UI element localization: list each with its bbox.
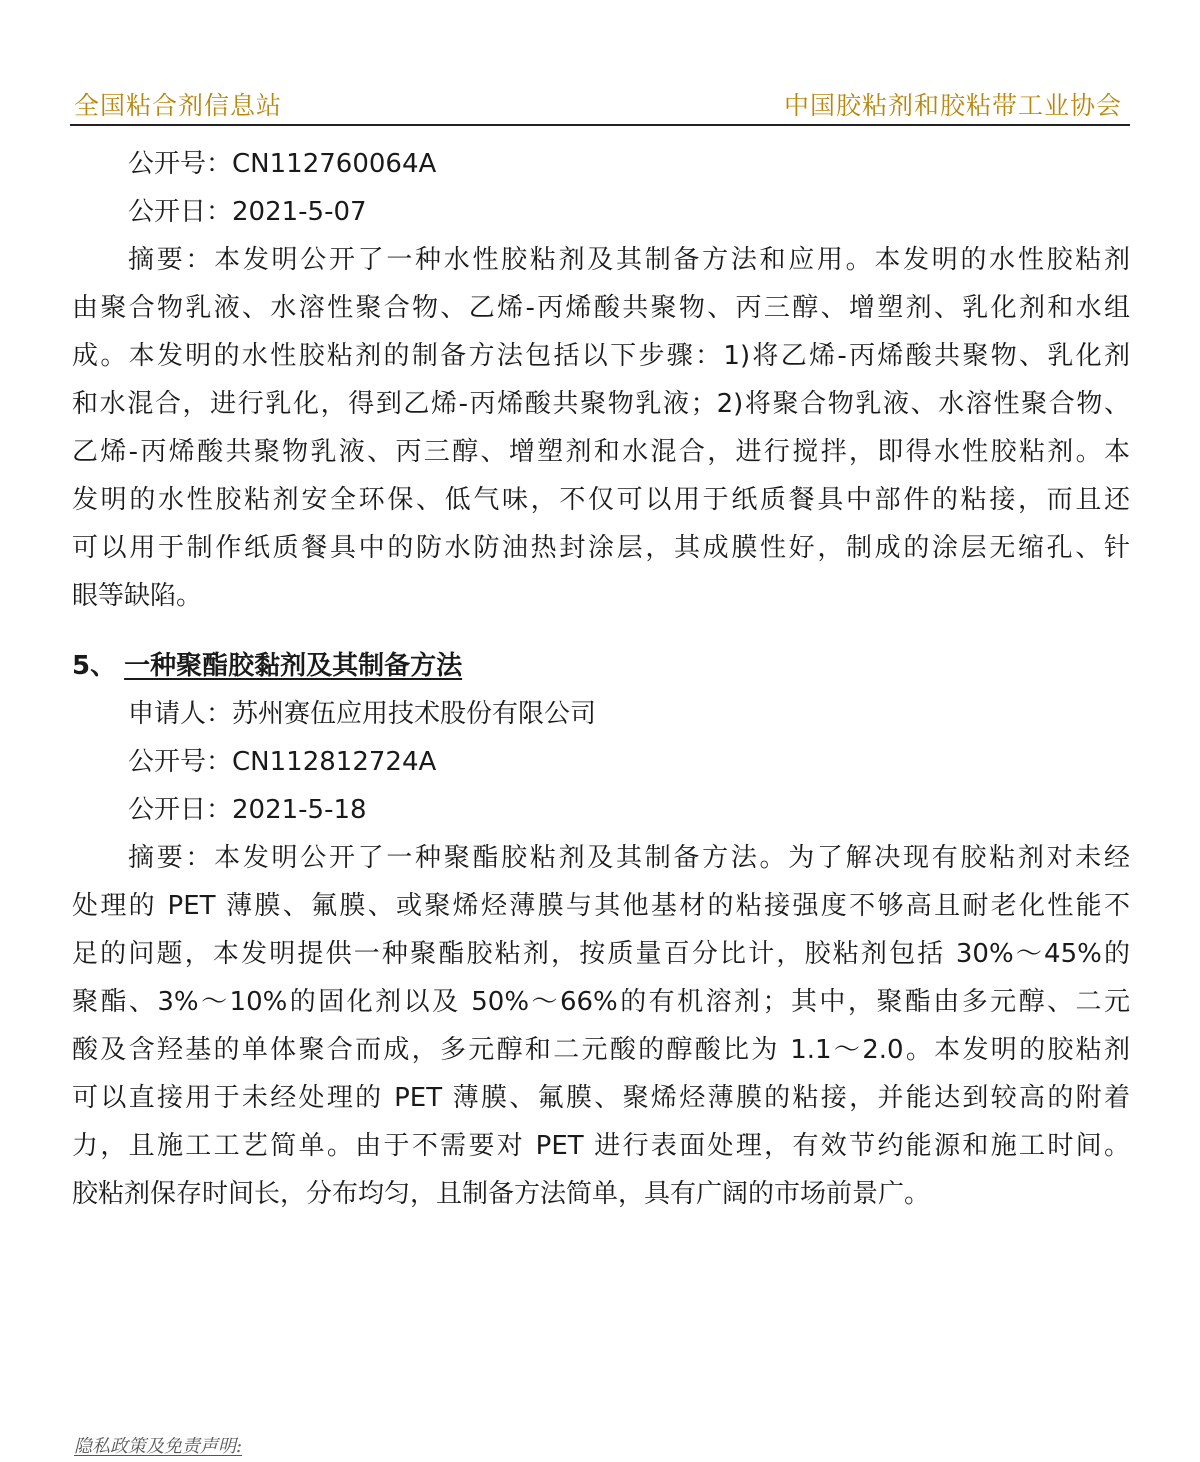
patent5-pub-date: 公开日：2021-5-18 <box>128 795 367 825</box>
patent5-title: 一种聚酯胶黏剂及其制备方法 <box>124 651 463 681</box>
privacy-disclaimer-link[interactable]: 隐私政策及免责声明: <box>74 1436 243 1457</box>
abstract-line: 发明的水性胶粘剂安全环保、低气味，不仅可以用于纸质餐具中部件的粘接，而且还 <box>72 485 1130 515</box>
abstract-line: 处理的 PET 薄膜、氟膜、或聚烯烃薄膜与其他基材的粘接强度不够高且耐老化性能不 <box>72 891 1130 921</box>
document-body <box>72 140 1130 1218</box>
patent5-heading <box>72 642 1130 690</box>
abstract-line: 可以直接用于未经处理的 PET 薄膜、氟膜、聚烯烃薄膜的粘接，并能达到较高的附着 <box>72 1083 1130 1113</box>
abstract-line: 可以用于制作纸质餐具中的防水防油热封涂层，其成膜性好，制成的涂层无缩孔、针 <box>72 533 1130 563</box>
abstract-line: 成。本发明的水性胶粘剂的制备方法包括以下步骤：1)将乙烯-丙烯酸共聚物、乳化剂 <box>72 341 1130 371</box>
patent4-pub-date: 公开日：2021-5-07 <box>128 197 367 227</box>
abstract-line: 由聚合物乳液、水溶性聚合物、乙烯-丙烯酸共聚物、丙三醇、增塑剂、乳化剂和水组 <box>72 293 1130 323</box>
abstract-line: 摘要：本发明公开了一种聚酯胶粘剂及其制备方法。为了解决现有胶粘剂对未经 <box>128 843 1130 873</box>
patent4-abstract <box>72 236 1130 620</box>
patent5-abstract <box>72 834 1130 1218</box>
abstract-line: 聚酯、3%～10%的固化剂以及 50%～66%的有机溶剂；其中，聚酯由多元醇、二元 <box>72 987 1130 1017</box>
header-site-name: 全国粘合剂信息站 <box>74 91 283 120</box>
header-association-name: 中国胶粘剂和胶粘带工业协会 <box>783 91 1122 120</box>
page-header <box>70 84 1130 126</box>
patent5-applicant: 申请人：苏州赛伍应用技术股份有限公司 <box>128 699 597 729</box>
abstract-line: 摘要：本发明公开了一种水性胶粘剂及其制备方法和应用。本发明的水性胶粘剂 <box>128 245 1130 275</box>
abstract-line: 眼等缺陷。 <box>72 581 203 611</box>
abstract-line: 胶粘剂保存时间长，分布均匀，且制备方法简单，具有广阔的市场前景广。 <box>72 1179 931 1209</box>
patent4-pub-no: 公开号：CN112760064A <box>128 149 437 179</box>
patent5-pub-no: 公开号：CN112812724A <box>128 747 437 777</box>
abstract-line: 足的问题，本发明提供一种聚酯胶粘剂，按质量百分比计，胶粘剂包括 30%～45%的 <box>72 939 1130 969</box>
abstract-line: 力，且施工工艺简单。由于不需要对 PET 进行表面处理，有效节约能源和施工时间。 <box>72 1131 1130 1161</box>
patent5-number: 5、 <box>72 651 117 681</box>
abstract-line: 酸及含羟基的单体聚合而成，多元醇和二元酸的醇酸比为 1.1～2.0。本发明的胶粘剂 <box>72 1035 1130 1065</box>
abstract-line: 和水混合，进行乳化，得到乙烯-丙烯酸共聚物乳液；2)将聚合物乳液、水溶性聚合物、 <box>72 389 1130 419</box>
abstract-line: 乙烯-丙烯酸共聚物乳液、丙三醇、增塑剂和水混合，进行搅拌，即得水性胶粘剂。本 <box>72 437 1130 467</box>
